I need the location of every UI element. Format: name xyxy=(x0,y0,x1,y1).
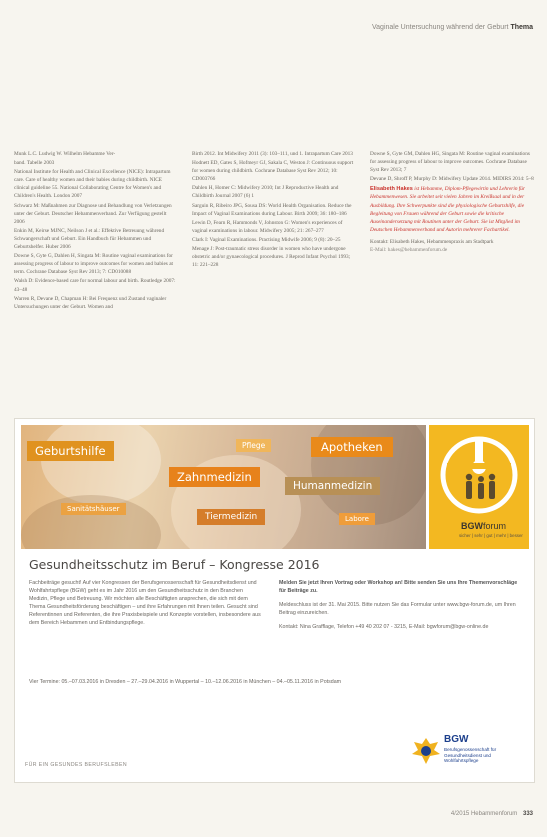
author-contact-line: Kontakt: Elisabeth Hakes, Hebammenpraxis am Stadtpark xyxy=(370,238,494,245)
running-head-section: Vaginale Untersuchung während der Geburt xyxy=(372,24,509,31)
author-contact xyxy=(370,238,535,254)
reference-item: Enkin M, Keirse MJNC, Neilson J et al.: Effektive Betreuung während Schwangerschaft und Geburt. Ein Handbuch für Hebammen und Geburtshelfer. Huber 2006 xyxy=(14,227,165,251)
reference-item: band. Tabelle 2003 xyxy=(14,160,55,167)
ad-deadline: Meldeschluss ist der 31. Mai 2015. Bitte nutzen Sie das Formular unter www.bgw-forum.de, um Ihren Beitrag einzureichen. xyxy=(279,602,516,617)
bgw-forum-wordmark xyxy=(461,521,506,531)
running-head xyxy=(372,24,533,31)
wordmark-suffix: forum xyxy=(483,521,507,531)
bgw-full-name: Berufsgenossenschaft für Gesundheitsdienst und Wohlfahrtspflege xyxy=(444,747,497,764)
reference-item: Warren R, Devane D, Chapman H: Bei Frequenz und Zustand vaginaler Untersuchungen unter der Geburt. Women and xyxy=(14,295,167,310)
bgw-forum-tagline: sicher | sehr | gut | mehr | besser xyxy=(459,533,523,538)
tag-tiermedizin: Tiermedizin xyxy=(197,509,265,525)
author-bio xyxy=(370,185,535,234)
reference-item: Munk L.C. Ludwig W. Wilhelm Hebamme Ver- xyxy=(14,151,116,157)
ad-call-for-papers: Fachbeiträge gesucht! Auf vier Kongressen der Berufsgenossenschaft für Gesundheitsdienst und Wohlfahrtspflege (BGW) geht es im Jahr 2016 um den Gesundheitsschutz in den Branchen Medizin, Pflege und Betreuung. Wir möchten alle Beschäftigten ansprechen, die sich mit dem Thema Gesundheitsförderung beschäftigen – und ihre Erfahrungen mit Ihnen teilen. Gesucht sind Referentinnen und Referenten, die ihre Praxisbeispiele und Konzepte vorstellen, insbesondere aus dem Bereich Hebammen und Entbindungspflege. xyxy=(29,580,261,627)
author-contact-email[interactable]: E-Mail: hakes@hebammenforum.de xyxy=(370,246,448,253)
tag-zahnmedizin: Zahnmedizin xyxy=(169,467,260,487)
ad-footer xyxy=(15,726,534,782)
author-bio-text: ist Hebamme, Diplom-Pflegewirtin und Lehrerin für Hebammenwesen. Sie arbeitet seit vielen Jahren im Kreißsaal und in der Ausbildung. Ihre Schwerpunkte sind die physiologische Geburtshilfe, die Begleitung von Frauen während der Geburt sowie die kritische Auseinandersetzung mit Routinen unter der Geburt. Sie ist Mitglied im Deutschen Hebammenverband und Autorin mehrerer Fachartikel. xyxy=(370,186,525,233)
ad-title: Gesundheitsschutz im Beruf – Kongresse 2016 xyxy=(29,557,320,572)
page-footer xyxy=(451,811,533,817)
ad-registration-head: Melden Sie jetzt Ihren Vortrag oder Workshop an! Bitte senden Sie uns Ihre Themenvorschläge für Beiträge zu. xyxy=(279,580,518,595)
author-name: Elisabeth Hakes xyxy=(370,186,413,193)
reference-item: National Institute for Health and Clinical Excellence (NICE): Intrapartum care. Care of healthy women and their babies during childbirth. NICE clinical guideline 55. National Collaborating Centre for Women's and Children's Health. London 2007 xyxy=(14,169,171,200)
bgw-forum-logo xyxy=(429,425,529,549)
ad-banner xyxy=(21,425,426,549)
tag-geburtshilfe: Geburtshilfe xyxy=(27,441,114,461)
tag-apotheken: Apotheken xyxy=(311,437,393,457)
reference-item: Hodnett ED, Gates S, Hofmeyr GJ, Sakala C, Weston J: Continuous support for women during childbirth. Cochrane Database Syst Rev 2012; 10: CD003766 xyxy=(192,160,354,183)
reference-item: Menage J: Post-traumatic stress disorder in women who have undergone obstetric and/or gynaecological procedures. J Reprod Infant Psychol 1993; 11: 221–228 xyxy=(192,246,351,269)
page-number: 333 xyxy=(522,811,533,817)
reference-item: Downe S, Gyte GM, Dahlen HG, Singata M: Routine vaginal examinations for assessing progress of labour to improve outcomes. Cochrane Database Syst Rev 2013; 7 xyxy=(370,151,530,174)
reference-list xyxy=(14,150,535,414)
tag-labore: Labore xyxy=(339,513,375,525)
ad-claim: FÜR EIN GESUNDES BERUFSLEBEN xyxy=(25,762,127,768)
journal-name: Hebammenforum xyxy=(470,811,518,817)
banner-photo-shape xyxy=(41,425,161,505)
reference-item: Schwarz M: Maßnahmen zur Diagnose und Behandlung von Verletzungen unter der Geburt. Deutscher Hebammenverband. Zur Verfügung gestellt 2006 xyxy=(14,202,172,225)
running-head-label: Thema xyxy=(510,24,533,31)
reference-column-2 xyxy=(192,150,355,270)
reference-column-3 xyxy=(370,150,535,254)
tag-humanmedizin: Humanmedizin xyxy=(285,477,380,495)
reference-item: Walsh D: Evidence-based care for normal labour and birth. Routledge 2007: 43–48 xyxy=(14,278,176,293)
tag-sanitaetshaeuser: Sanitätshäuser xyxy=(61,503,126,515)
advertisement-bgw-forum xyxy=(14,418,535,783)
ad-body-left xyxy=(29,579,264,634)
bgw-name: BGW xyxy=(444,734,469,745)
ad-dates: Vier Termine: 05.–07.03.2016 in Dresden – 27.–29.04.2016 in Wuppertal – 10.–12.06.2016 in München – 04.–05.11.2016 in Potsdam xyxy=(29,679,342,685)
wordmark-prefix: BGW xyxy=(461,521,483,531)
reference-item: Sarguin R, Ribeiro JPG, Sousa DS: World Health Organisation. Reduce the Impact of Vaginal Examinations during Labour. Birth 2009; 36: 180–186 xyxy=(192,202,352,217)
reference-item: Lewin D, Fearn R, Hammonds V, Johnston G: Women's experiences of vaginal examinations in labour. Midwifery 2005; 21: 267–277 xyxy=(192,219,343,234)
tag-pflege: Pflege xyxy=(236,439,271,452)
bgw-forum-emblem-icon xyxy=(439,433,519,519)
reference-item: Clark I: Vaginal Examinations. Practising Midwife 2006; 9 (8): 20–25 xyxy=(192,236,341,243)
ad-contact: Kontakt: Nina Grafflage, Telefon +49 40 202 07 - 3215, E-Mail: bgwforum@bgw-online.de xyxy=(279,624,489,631)
bgw-eagle-icon xyxy=(412,736,440,766)
reference-item: Dahlen H, Homer C: Midwifery 2010; Int J Reproductive Health and Childbirth Journal 2007 (6) 1 xyxy=(192,185,339,200)
ad-body-right xyxy=(279,579,524,637)
reference-item: Downe S, Gyte G, Dahlen H, Singata M: Routine vaginal examinations for assessing progress of labour to improve outcomes for women and babies at term. Cochrane Database Syst Rev 2013; 7: CD010088 xyxy=(14,253,174,276)
reference-item: Birth 2012. Int Midwifery 2011 (3): 103–111, und 1. Intrapartum Care 2013 xyxy=(192,151,353,157)
reference-column-1 xyxy=(14,150,177,312)
bgw-logo xyxy=(412,732,508,772)
issue-number: 4/2015 xyxy=(450,811,470,817)
reference-item: Devane D, Shroff P, Murphy D: Midwifery Update 2014. MIDIRS 2014: 5–8 xyxy=(370,176,534,183)
